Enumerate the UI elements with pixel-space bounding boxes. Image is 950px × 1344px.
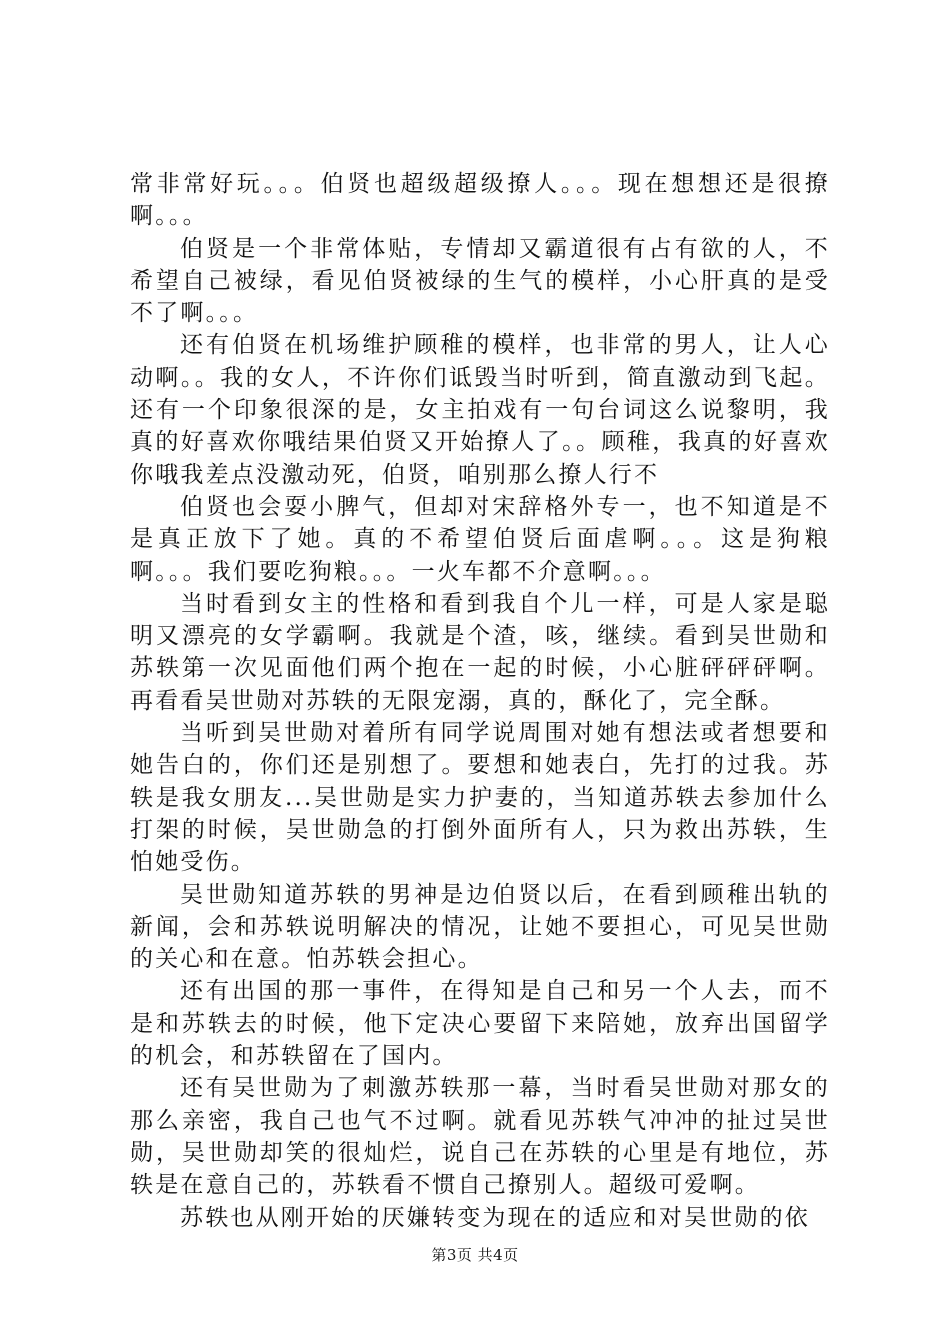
page-footer: 第3页 共4页 — [431, 1246, 519, 1264]
paragraph: 伯贤也会耍小脾气，但却对宋辞格外专一，也不知道是不是真正放下了她。真的不希望伯贤后面虐啊。。。这是狗粮啊。。。我们要吃狗粮。。。一火车都不介意啊。。。 — [130, 493, 830, 585]
paragraph-truncated: 苏轶也从刚开始的厌嫌转变为现在的适应和对吴世勋的依 — [180, 1204, 810, 1231]
paragraph: 还有伯贤在机场维护顾稚的模样，也非常的男人，让人心动啊。。我的女人，不许你们诋毁当时听到，简直激动到飞起。还有一个印象很深的是，女主拍戏有一句台词这么说黎明，我真的好喜欢你哦结果伯贤又开始撩人了。。顾稚，我真的好喜欢你哦我差点没激动死，伯贤，咱别那么撩人行不 — [130, 332, 830, 488]
paragraph: 还有出国的那一事件，在得知是自己和另一个人去，而不是和苏轶去的时候，他下定决心要留下来陪她，放弃出国留学的机会，和苏轶留在了国内。 — [130, 978, 830, 1070]
document-body — [130, 168, 830, 1234]
paragraph: 当听到吴世勋对着所有同学说周围对她有想法或者想要和她告白的，你们还是别想了。要想和她表白，先打的过我。苏轶是我女朋友...吴世勋是实力护妻的，当知道苏轶去参加什么打架的时候，吴世勋急的打倒外面所有人，只为救出苏轶，生怕她受伤。 — [130, 720, 830, 876]
paragraph: 吴世勋知道苏轶的男神是边伯贤以后，在看到顾稚出轨的新闻，会和苏轶说明解决的情况，让她不要担心，可见吴世勋的关心和在意。怕苏轶会担心。 — [130, 881, 830, 973]
paragraph: 还有吴世勋为了刺激苏轶那一幕，当时看吴世勋对那女的那么亲密，我自己也气不过啊。就看见苏轶气冲冲的扯过吴世勋，吴世勋却笑的很灿烂，说自己在苏轶的心里是有地位，苏轶是在意自己的，苏轶看不惯自己撩别人。超级可爱啊。 — [130, 1075, 830, 1199]
paragraph: 当时看到女主的性格和看到我自个儿一样，可是人家是聪明又漂亮的女学霸啊。我就是个渣，咳，继续。看到吴世勋和苏轶第一次见面他们两个抱在一起的时候，小心脏砰砰砰啊。再看看吴世勋对苏轶的无限宠溺，真的，酥化了，完全酥。 — [130, 590, 830, 714]
paragraph-continuation: 常非常好玩。。。伯贤也超级超级撩人。。。现在想想还是很撩啊。。。 — [130, 171, 830, 230]
paragraph: 伯贤是一个非常体贴，专情却又霸道很有占有欲的人，不希望自己被绿，看见伯贤被绿的生气的模样，小心肝真的是受不了啊。。。 — [130, 235, 830, 327]
